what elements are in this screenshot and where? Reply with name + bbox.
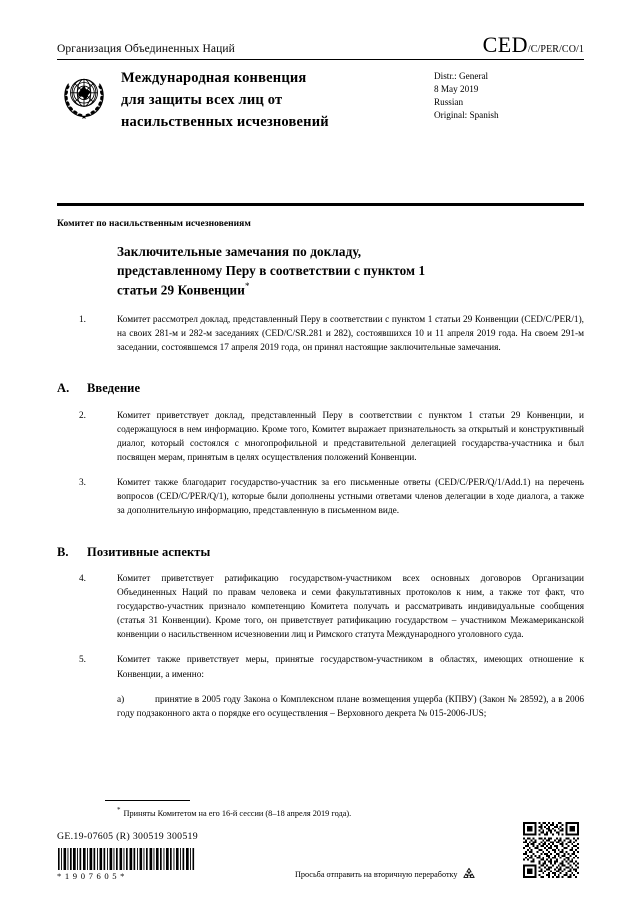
- paragraph-5-text: Комитет также приветствует меры, принятые государством-участником в областях, имеющих отношение к Конвенции, а именно:: [117, 655, 584, 680]
- document-date: 8 May 2019: [434, 84, 479, 95]
- organization-name: Организация Объединенных Наций: [57, 43, 235, 56]
- paragraph-4: [57, 572, 584, 643]
- barcode-number: *1907605*: [57, 871, 129, 881]
- convention-title: [121, 68, 426, 133]
- footnote: [57, 806, 584, 819]
- committee-name: Комитет по насильственным исчезновениям: [57, 219, 251, 229]
- paragraph-2: [57, 409, 584, 466]
- organization-row: [57, 34, 584, 58]
- paragraph-5: [57, 653, 584, 681]
- barcode: [57, 848, 197, 870]
- document-language: Russian: [434, 97, 464, 108]
- convention-title-line-2: для защиты всех лиц от: [121, 91, 283, 108]
- paragraph-1-number: 1.: [79, 315, 86, 325]
- paragraph-1: [57, 313, 584, 355]
- paragraph-3-number: 3.: [79, 478, 86, 489]
- convention-title-line-1: Международная конвенция: [121, 70, 307, 86]
- section-heading-b: [57, 544, 584, 560]
- paragraph-4-text: Комитет приветствует ратификацию государством-участником всех основных договоров Организации Объединенных Наций по правам человека и семи факультативных протоколов к ним, а также тот факт, что государство-участник признало компетенцию Комитета получать и рассматривать индивидуальные сообщения (статья 31 Конвенции). Кроме того, он приветствует ратификацию государством – участником Межамериканской конвенции о насильственном исчезновении лиц и Римского статута Международного уголовного суда.: [117, 573, 584, 641]
- original-language: Original: Spanish: [434, 110, 499, 121]
- paragraph-2-number: 2.: [79, 410, 86, 421]
- page-title-line-1: Заключительные замечания по докладу,: [117, 244, 362, 259]
- recycle-note: [295, 866, 477, 882]
- section-b-letter: B.: [57, 544, 69, 559]
- distribution-type: Distr.: General: [434, 71, 489, 81]
- document-symbol: [483, 34, 584, 56]
- footnote-marker: *: [117, 806, 121, 814]
- page-title-line-2: представленному Перу в соответствии с пунктом 1: [117, 262, 426, 278]
- masthead-thin-rule: [57, 59, 584, 60]
- masthead: [57, 34, 584, 133]
- paragraph-4-number: 4.: [79, 573, 86, 584]
- section-a-spacer: [57, 366, 584, 380]
- section-a-letter: A.: [57, 381, 70, 396]
- paragraph-3: [57, 476, 584, 518]
- page-title-line-3-text: статьи 29 Конвенции: [117, 282, 245, 298]
- paragraph-1-text: Комитет рассмотрел доклад, представленный Перу в соответствии с пунктом 1 статьи 29 Конвенции (CED/C/PER/1), на своих 281-м и 282-м заседаниях (CED/C/SR.281 и 282), состоявшихся 10 и 11 апреля 2019 года. На своем 291-м заседании, состоявшемся 17 апреля 2019 года, он принял настоящие заключительные замечания.: [117, 315, 584, 354]
- recycle-text: Просьба отправить на вторичную переработку: [295, 869, 458, 879]
- paragraph-5a-number: a): [117, 694, 125, 705]
- footnote-text: Приняты Комитетом на его 16-й сессии (8–18 апреля 2019 года).: [123, 808, 352, 818]
- footnote-separator: [105, 800, 190, 801]
- job-number: GE.19-07605 (R) 300519 300519: [57, 831, 198, 842]
- recycle-icon: [461, 866, 477, 882]
- paragraph-5-number: 5.: [79, 655, 86, 666]
- paragraph-5a-text: принятие в 2005 году Закона о Комплексном плане возмещения ущерба (КПВУ) (Закон № 28592), а в 2006 году подзаконного акта о порядке его осуществления – Верховного декрета № 015-2006-JUS;: [117, 694, 584, 719]
- qr-code: [523, 822, 579, 878]
- qr-code-block: [523, 822, 579, 878]
- barcode-block: [57, 848, 197, 881]
- convention-title-line-3: насильственных исчезновений: [121, 113, 329, 130]
- section-heading-a: [57, 380, 584, 396]
- footnote-area: [57, 800, 584, 819]
- un-emblem-icon: [57, 69, 111, 123]
- document-body: [57, 313, 584, 732]
- section-b-title: Позитивные аспекты: [87, 544, 211, 559]
- section-a-title: Введение: [87, 381, 141, 396]
- masthead-body: [57, 68, 584, 133]
- paragraph-3-text: Комитет также благодарит государство-участник за его письменные ответы (CED/C/PER/Q/1/Add.1) на перечень вопросов (CED/C/PER/Q/1), которые были дополнены устными ответами членов делегации в ходе диалога, а также за дополнительную информацию, представленную в письменном виде.: [117, 478, 584, 517]
- section-b-spacer: [57, 530, 584, 544]
- page-title: [117, 243, 547, 301]
- document-symbol-main: CED: [482, 32, 528, 57]
- masthead-thick-rule: [57, 203, 584, 206]
- document-symbol-suffix: /C/PER/CO/1: [527, 44, 584, 55]
- page-title-line-3: [117, 280, 547, 300]
- paragraph-2-text: Комитет приветствует доклад, представленный Перу в соответствии с пунктом 1 статьи 29 Конвенции, и содержащуюся в нем информацию. Кроме того, Комитет выражает признательность за открытый и конструктивный диалог, который состоялся с многопрофильной и представительной делегацией государства-участника и был посвящен мерам, принятым в целях осуществления положений Конвенции.: [117, 410, 584, 463]
- paragraph-5a: [57, 693, 584, 721]
- distribution-block: [434, 68, 584, 122]
- title-footnote-marker: *: [244, 281, 250, 292]
